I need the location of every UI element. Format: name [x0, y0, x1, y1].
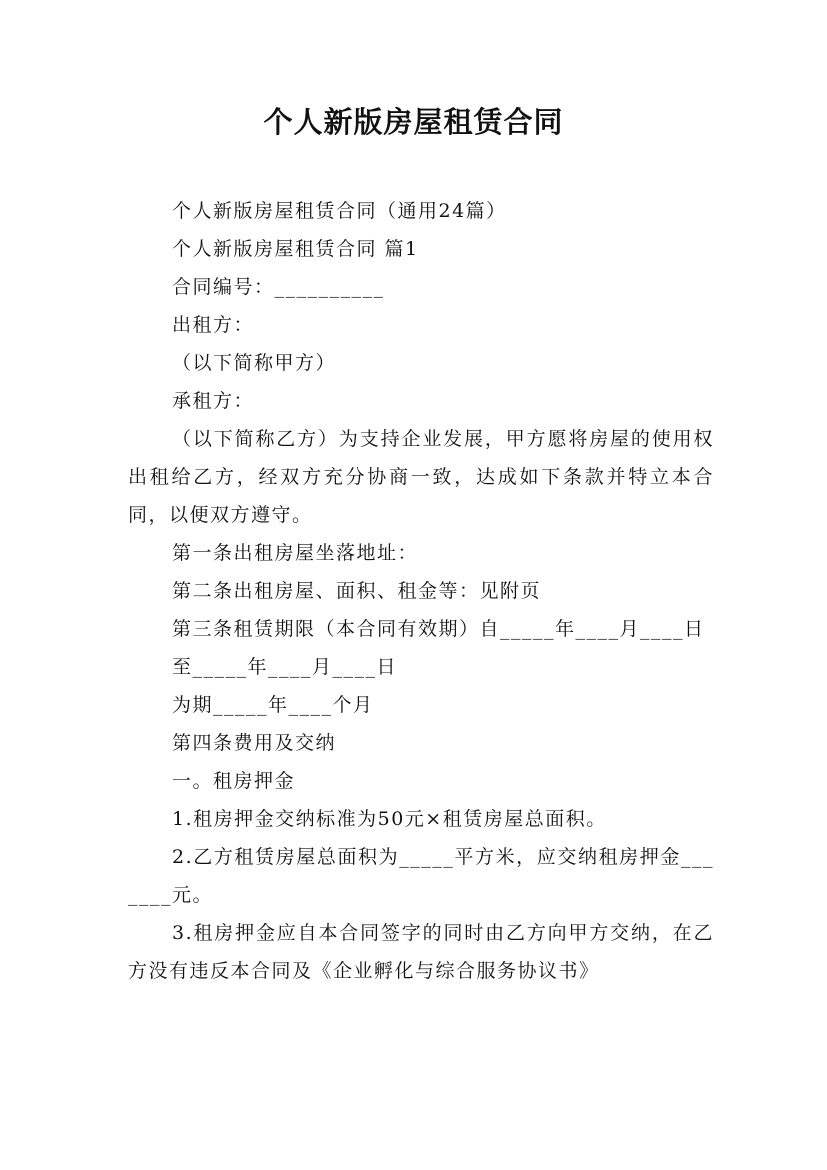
paragraph-article-1: 第一条出租房屋坐落地址：	[172, 542, 419, 564]
paragraph-article-4: 第四条费用及交纳	[172, 732, 337, 754]
paragraph-lessor-abbr: （以下简称甲方）	[172, 352, 337, 374]
paragraph-deposit-3: 3.租房押金应自本合同签字的同时由乙方向甲方交纳，在乙方没有违反本合同及《企业孵化与综合服务协议书》	[128, 922, 714, 982]
document-body	[128, 192, 714, 990]
paragraph-lessee: 承租方：	[172, 390, 255, 412]
paragraph-term-end: 至_____年____月____日	[172, 656, 398, 678]
paragraph-term-length: 为期_____年____个月	[172, 694, 374, 716]
document-title: 个人新版房屋租赁合同	[263, 105, 564, 139]
paragraph-deposit-2: 2.乙方租赁房屋总面积为_____平方米，应交纳租房押金_______元。	[128, 846, 714, 906]
paragraph-section-title: 个人新版房屋租赁合同 篇1	[172, 238, 419, 260]
paragraph-heading: 个人新版房屋租赁合同（通用24篇）	[172, 200, 507, 222]
paragraph-lessor: 出租方：	[172, 314, 255, 336]
paragraph-deposit-heading: 一。租房押金	[172, 770, 296, 792]
paragraph-contract-number: 合同编号：__________	[172, 276, 385, 298]
paragraph-article-3: 第三条租赁期限（本合同有效期）自_____年____月____日	[172, 618, 705, 640]
paragraph-preamble: （以下简称乙方）为支持企业发展，甲方愿将房屋的使用权出租给乙方，经双方充分协商一致，达成如下条款并特立本合同，以便双方遵守。	[128, 428, 714, 526]
paragraph-deposit-1: 1.租房押金交纳标准为50元×租赁房屋总面积。	[172, 808, 607, 830]
paragraph-article-2: 第二条出租房屋、面积、租金等：见附页	[172, 580, 542, 602]
